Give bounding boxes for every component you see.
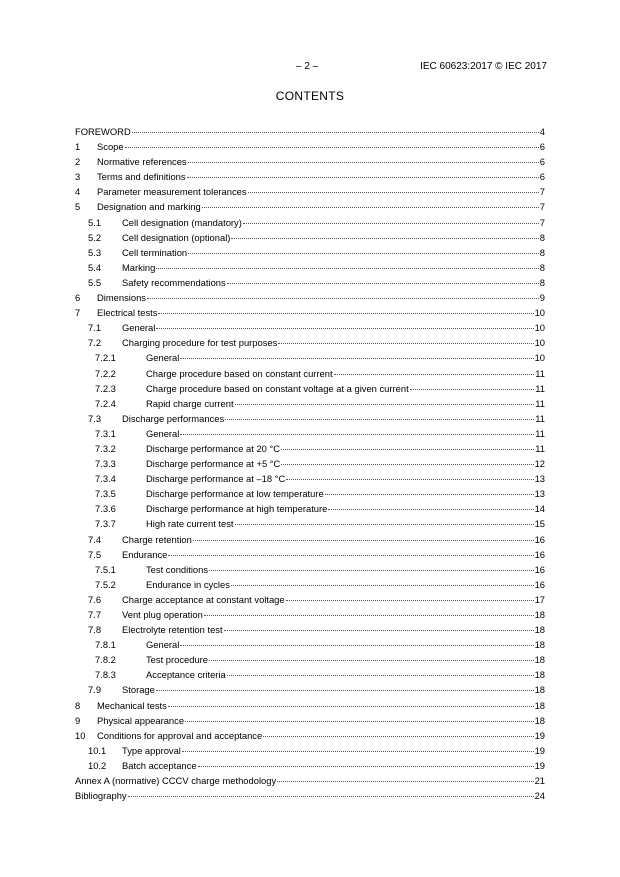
toc-entry[interactable] bbox=[75, 652, 545, 667]
toc-entry-number: 10 bbox=[75, 729, 86, 741]
toc-entry-label: High rate current test bbox=[146, 518, 234, 530]
toc-dot-leader bbox=[227, 675, 534, 676]
toc-dot-leader bbox=[225, 419, 534, 420]
toc-entry[interactable] bbox=[75, 366, 545, 381]
page-title: CONTENTS bbox=[275, 89, 345, 103]
table-of-contents bbox=[75, 124, 545, 803]
toc-dot-leader bbox=[286, 600, 534, 601]
toc-entry[interactable] bbox=[75, 592, 545, 607]
toc-entry-label: Discharge performance at +5 °C bbox=[146, 458, 281, 470]
toc-entry-label: Mechanical tests bbox=[97, 699, 167, 711]
toc-entry-number: 1 bbox=[75, 141, 81, 153]
toc-entry[interactable] bbox=[75, 411, 545, 426]
toc-entry-label: General bbox=[146, 639, 180, 651]
toc-entry-page: 24 bbox=[534, 790, 545, 802]
toc-entry-page: 17 bbox=[534, 593, 545, 605]
toc-entry-label: Bibliography bbox=[75, 790, 127, 802]
toc-entry-page: 9 bbox=[539, 292, 545, 304]
toc-entry-label: Rapid charge current bbox=[146, 397, 234, 409]
toc-entry-number: 7.3.6 bbox=[95, 503, 116, 515]
toc-entry-number: 7.5.2 bbox=[95, 578, 116, 590]
toc-entry[interactable] bbox=[75, 667, 545, 682]
toc-dot-leader bbox=[187, 177, 539, 178]
toc-entry-number: 7.3.3 bbox=[95, 458, 116, 470]
toc-entry-label: FOREWORD bbox=[75, 126, 131, 137]
toc-entry-page: 21 bbox=[534, 775, 545, 787]
toc-entry-label: Safety recommendations bbox=[122, 276, 226, 288]
toc-entry[interactable] bbox=[75, 215, 545, 230]
toc-entry-page: 18 bbox=[534, 714, 545, 726]
toc-entry-number: 7.8.2 bbox=[95, 654, 116, 666]
toc-entry[interactable] bbox=[75, 290, 545, 305]
toc-entry-number: 7.2.3 bbox=[95, 382, 116, 394]
toc-entry-number: 7.3.2 bbox=[95, 442, 116, 454]
toc-entry-number: 5 bbox=[75, 201, 81, 213]
toc-entry-label: Discharge performance at –18 °C bbox=[146, 473, 286, 485]
toc-entry-number: 5.4 bbox=[88, 261, 102, 273]
toc-entry-page: 11 bbox=[535, 382, 545, 394]
toc-entry-label: Test conditions bbox=[146, 563, 209, 575]
toc-dot-leader bbox=[410, 389, 535, 390]
toc-dot-leader bbox=[278, 343, 533, 344]
toc-entry-page: 18 bbox=[534, 654, 545, 666]
page-header-number: – 2 – bbox=[296, 61, 319, 72]
toc-entry-label: Cell designation (mandatory) bbox=[122, 216, 242, 228]
toc-entry-page: 18 bbox=[534, 609, 545, 620]
toc-entry-number: 7.3.4 bbox=[95, 473, 116, 485]
toc-entry-page: 12 bbox=[534, 458, 545, 470]
toc-entry[interactable] bbox=[75, 698, 545, 713]
toc-entry-number: 7.1 bbox=[88, 322, 102, 334]
toc-entry[interactable] bbox=[75, 562, 545, 577]
toc-entry-label: Electrical tests bbox=[97, 307, 158, 319]
toc-entry-number: 7.8 bbox=[88, 624, 102, 636]
toc-entry[interactable] bbox=[75, 622, 545, 637]
toc-entry-number: 4 bbox=[75, 186, 81, 198]
toc-entry-page: 14 bbox=[534, 503, 545, 515]
toc-entry-number: 7.5 bbox=[88, 548, 102, 560]
toc-dot-leader bbox=[204, 615, 534, 616]
toc-entry-page: 11 bbox=[535, 412, 545, 424]
toc-entry-number: 7.8.1 bbox=[95, 639, 116, 651]
toc-entry-label: Discharge performance at 20 °C bbox=[146, 442, 281, 454]
toc-entry-label: General bbox=[146, 352, 180, 364]
toc-entry[interactable] bbox=[75, 713, 545, 728]
toc-entry-page: 4 bbox=[539, 126, 545, 137]
toc-entry-number: 5.3 bbox=[88, 246, 102, 258]
toc-entry[interactable] bbox=[75, 350, 545, 365]
toc-entry-number: 7.3 bbox=[88, 412, 102, 424]
toc-entry-label: Discharge performances bbox=[122, 412, 225, 424]
toc-dot-leader bbox=[198, 766, 534, 767]
toc-entry-label: General bbox=[122, 322, 156, 334]
toc-entry-page: 6 bbox=[539, 156, 545, 168]
toc-entry-page: 8 bbox=[539, 231, 545, 243]
toc-entry[interactable] bbox=[75, 743, 545, 758]
toc-entry-label: Charge acceptance at constant voltage bbox=[122, 593, 285, 605]
toc-entry[interactable] bbox=[75, 788, 545, 803]
toc-entry[interactable] bbox=[75, 773, 545, 788]
toc-entry-page: 18 bbox=[534, 669, 545, 681]
toc-dot-leader bbox=[224, 630, 534, 631]
toc-entry-label: Electrolyte retention test bbox=[122, 624, 223, 636]
toc-entry[interactable] bbox=[75, 124, 545, 139]
toc-entry-label: Cell termination bbox=[122, 246, 188, 258]
toc-entry-number: 7.2.2 bbox=[95, 367, 116, 379]
toc-entry[interactable] bbox=[75, 426, 545, 441]
toc-entry[interactable] bbox=[75, 471, 545, 486]
toc-dot-leader bbox=[132, 132, 539, 133]
toc-entry-number: 7.5.1 bbox=[95, 563, 116, 575]
toc-entry-number: 5.1 bbox=[88, 216, 102, 228]
toc-entry-number: 7.3.5 bbox=[95, 488, 116, 500]
toc-entry-label: Marking bbox=[122, 261, 156, 273]
toc-entry-number: 10.2 bbox=[88, 759, 107, 771]
toc-entry-page: 19 bbox=[534, 729, 545, 741]
toc-entry[interactable] bbox=[75, 169, 545, 184]
toc-entry[interactable] bbox=[75, 154, 545, 169]
toc-entry-number: 7.3.1 bbox=[95, 427, 116, 439]
toc-entry[interactable] bbox=[75, 381, 545, 396]
toc-dot-leader bbox=[281, 464, 533, 465]
toc-dot-leader bbox=[182, 751, 534, 752]
toc-entry-number: 2 bbox=[75, 156, 81, 168]
toc-dot-leader bbox=[156, 268, 538, 269]
toc-entry[interactable] bbox=[75, 320, 545, 335]
toc-entry[interactable] bbox=[75, 184, 545, 199]
toc-dot-leader bbox=[188, 253, 539, 254]
toc-entry-label: Vent plug operation bbox=[122, 609, 203, 620]
toc-entry-page: 10 bbox=[534, 307, 545, 319]
toc-dot-leader bbox=[328, 509, 533, 510]
toc-entry[interactable] bbox=[75, 139, 545, 154]
toc-dot-leader bbox=[243, 223, 539, 224]
toc-entry-page: 11 bbox=[535, 397, 545, 409]
toc-entry-page: 7 bbox=[539, 216, 545, 228]
toc-dot-leader bbox=[168, 706, 534, 707]
toc-entry[interactable] bbox=[75, 682, 545, 697]
toc-dot-leader bbox=[168, 555, 533, 556]
toc-dot-leader bbox=[147, 298, 539, 299]
toc-dot-leader bbox=[193, 540, 534, 541]
toc-entry-number: 7.2 bbox=[88, 337, 102, 349]
toc-entry-page: 19 bbox=[534, 759, 545, 771]
toc-entry-label: Discharge performance at low temperature bbox=[146, 488, 324, 500]
toc-entry-label: Endurance in cycles bbox=[146, 578, 230, 590]
toc-entry-label: Acceptance criteria bbox=[146, 669, 226, 681]
toc-entry-label: Discharge performance at high temperature bbox=[146, 503, 328, 515]
toc-entry-label: Conditions for approval and acceptance bbox=[97, 729, 263, 741]
toc-entry-label: Charging procedure for test purposes bbox=[122, 337, 278, 349]
toc-entry[interactable] bbox=[75, 275, 545, 290]
toc-dot-leader bbox=[235, 524, 534, 525]
toc-entry[interactable] bbox=[75, 230, 545, 245]
toc-entry-number: 6 bbox=[75, 292, 81, 304]
toc-entry-label: Dimensions bbox=[97, 292, 146, 304]
toc-entry-number: 7.8.3 bbox=[95, 669, 116, 681]
toc-entry-label: Batch acceptance bbox=[122, 759, 197, 771]
toc-entry-page: 10 bbox=[534, 352, 545, 364]
toc-dot-leader bbox=[202, 207, 539, 208]
toc-entry[interactable] bbox=[75, 728, 545, 743]
toc-entry-label: Annex A (normative) CCCV charge methodology bbox=[75, 775, 277, 787]
toc-entry-page: 11 bbox=[535, 442, 545, 454]
toc-entry[interactable] bbox=[75, 607, 545, 622]
toc-dot-leader bbox=[156, 328, 533, 329]
toc-dot-leader bbox=[235, 404, 535, 405]
toc-entry-page: 13 bbox=[534, 488, 545, 500]
toc-entry-page: 7 bbox=[539, 186, 545, 198]
toc-entry-page: 10 bbox=[534, 337, 545, 349]
toc-entry[interactable] bbox=[75, 245, 545, 260]
toc-dot-leader bbox=[185, 721, 534, 722]
toc-entry-label: Endurance bbox=[122, 548, 168, 560]
toc-entry-page: 11 bbox=[535, 427, 545, 439]
toc-entry-number: 10.1 bbox=[88, 744, 107, 756]
toc-entry[interactable] bbox=[75, 486, 545, 501]
toc-entry-page: 18 bbox=[534, 624, 545, 636]
toc-entry-label: Designation and marking bbox=[97, 201, 201, 213]
toc-entry-label: Storage bbox=[122, 684, 155, 696]
toc-entry[interactable] bbox=[75, 305, 545, 320]
toc-entry-page: 8 bbox=[539, 261, 545, 273]
toc-entry-label: Charge retention bbox=[122, 533, 192, 545]
toc-entry-number: 5.5 bbox=[88, 276, 102, 288]
toc-dot-leader bbox=[125, 147, 539, 148]
toc-dot-leader bbox=[231, 585, 534, 586]
toc-entry-page: 16 bbox=[534, 563, 545, 575]
toc-entry-page: 8 bbox=[539, 246, 545, 258]
toc-entry-number: 8 bbox=[75, 699, 81, 711]
toc-entry-number: 7.7 bbox=[88, 609, 102, 620]
toc-entry[interactable] bbox=[75, 577, 545, 592]
toc-entry-page: 7 bbox=[539, 201, 545, 213]
toc-entry-page: 18 bbox=[534, 639, 545, 651]
toc-entry-label: Charge procedure based on constant voltage at a given current bbox=[146, 382, 409, 394]
toc-entry-page: 16 bbox=[534, 548, 545, 560]
toc-dot-leader bbox=[281, 449, 534, 450]
toc-entry-page: 10 bbox=[534, 322, 545, 334]
toc-entry-label: Test procedure bbox=[146, 654, 209, 666]
toc-dot-leader bbox=[209, 660, 534, 661]
toc-entry-label: Charge procedure based on constant current bbox=[146, 367, 333, 379]
toc-entry[interactable] bbox=[75, 260, 545, 275]
toc-dot-leader bbox=[188, 162, 539, 163]
toc-entry-page: 13 bbox=[534, 473, 545, 485]
toc-dot-leader bbox=[325, 494, 534, 495]
toc-entry-number: 7.3.7 bbox=[95, 518, 116, 530]
toc-entry-page: 19 bbox=[534, 744, 545, 756]
toc-entry-number: 7.2.1 bbox=[95, 352, 116, 364]
toc-entry-label: Parameter measurement tolerances bbox=[97, 186, 247, 198]
toc-dot-leader bbox=[180, 434, 534, 435]
toc-entry[interactable] bbox=[75, 516, 545, 531]
toc-dot-leader bbox=[180, 358, 533, 359]
toc-entry-number: 7 bbox=[75, 307, 81, 319]
toc-dot-leader bbox=[277, 781, 533, 782]
toc-entry-page: 16 bbox=[534, 578, 545, 590]
toc-entry-number: 9 bbox=[75, 714, 81, 726]
toc-dot-leader bbox=[209, 570, 534, 571]
toc-entry-page: 18 bbox=[534, 684, 545, 696]
toc-dot-leader bbox=[334, 374, 535, 375]
toc-entry-label: Terms and definitions bbox=[97, 171, 186, 183]
toc-dot-leader bbox=[227, 283, 539, 284]
toc-entry-number: 7.2.4 bbox=[95, 397, 116, 409]
toc-entry-label: Physical appearance bbox=[97, 714, 185, 726]
toc-entry-page: 11 bbox=[535, 367, 545, 379]
toc-entry-page: 15 bbox=[534, 518, 545, 530]
toc-entry-number: 3 bbox=[75, 171, 81, 183]
toc-entry-number: 7.6 bbox=[88, 593, 102, 605]
toc-entry[interactable] bbox=[75, 335, 545, 350]
toc-entry-page: 8 bbox=[539, 276, 545, 288]
toc-entry[interactable] bbox=[75, 456, 545, 471]
toc-entry[interactable] bbox=[75, 501, 545, 516]
toc-dot-leader bbox=[286, 479, 533, 480]
toc-entry-label: Type approval bbox=[122, 744, 181, 756]
toc-dot-leader bbox=[180, 645, 533, 646]
toc-dot-leader bbox=[156, 690, 534, 691]
toc-entry-label: General bbox=[146, 427, 180, 439]
toc-entry[interactable] bbox=[75, 758, 545, 773]
toc-entry-label: Normative references bbox=[97, 156, 187, 168]
toc-dot-leader bbox=[231, 238, 538, 239]
toc-entry[interactable] bbox=[75, 637, 545, 652]
toc-entry-number: 5.2 bbox=[88, 231, 102, 243]
toc-entry[interactable] bbox=[75, 441, 545, 456]
toc-entry-page: 18 bbox=[534, 699, 545, 711]
toc-dot-leader bbox=[158, 313, 533, 314]
toc-entry-number: 7.4 bbox=[88, 533, 102, 545]
toc-entry-label: Scope bbox=[97, 141, 124, 153]
toc-dot-leader bbox=[263, 736, 533, 737]
toc-entry-number: 7.9 bbox=[88, 684, 102, 696]
toc-entry-page: 6 bbox=[539, 141, 545, 153]
toc-entry-label: Cell designation (optional) bbox=[122, 231, 231, 243]
toc-entry-page: 16 bbox=[534, 533, 545, 545]
toc-entry[interactable] bbox=[75, 199, 545, 214]
toc-dot-leader bbox=[248, 192, 539, 193]
page-header-standard: IEC 60623:2017 © IEC 2017 bbox=[420, 61, 547, 72]
toc-dot-leader bbox=[128, 796, 534, 797]
toc-entry[interactable] bbox=[75, 532, 545, 547]
toc-entry[interactable] bbox=[75, 547, 545, 562]
toc-entry-page: 6 bbox=[539, 171, 545, 183]
toc-entry[interactable] bbox=[75, 396, 545, 411]
